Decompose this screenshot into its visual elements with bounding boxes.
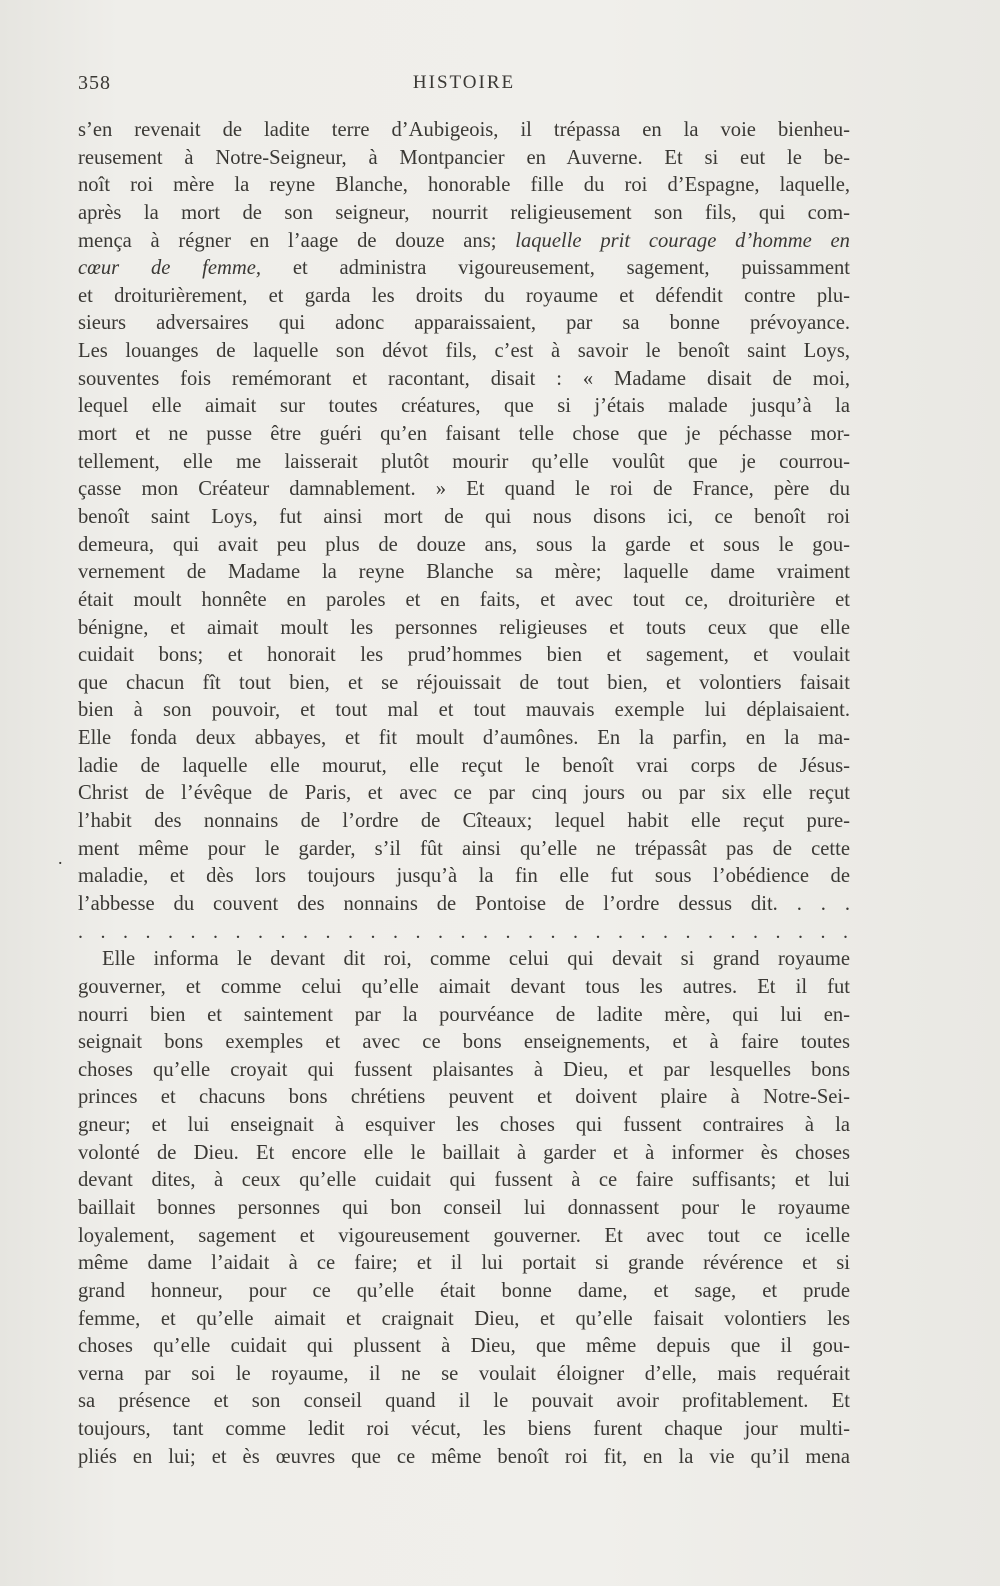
text-line [78,255,850,283]
italic-quote: cœur de femme, [78,257,262,280]
running-head: HISTOIRE [412,72,516,93]
text-line: vernement de Madame la reyne Blanche sa mère; laquelle dame vraiment [78,561,850,584]
text-line: verna par soi le royaume, il ne se voulait éloigner d’elle, mais requérait [78,1362,850,1385]
text-line: bénigne, et aimait moult les personnes religieuses et touts ceux que elle [78,616,850,639]
text-line: nourri bien et saintement par la pourvéance de ladite mère, qui lui en- [78,1003,850,1026]
ellipsis: . . . [796,892,850,915]
text-line: loyalement, sagement et vigoureusement gouverner. Et avec tout ce icelle [78,1224,850,1247]
text-line: Christ de l’évêque de Paris, et avec ce par cinq jours ou par six elle reçut [78,782,850,805]
text-line: et droiturièrement, et garda les droits du royaume et défendit contre plu- [78,284,850,307]
text-line: noît roi mère la reyne Blanche, honorable fille du roi d’Espagne, laquelle, [78,174,850,197]
italic-quote: laquelle prit courage d’homme en [515,229,850,252]
text-line: Elle fonda deux abbayes, et fit moult d’aumônes. En la parfin, en la ma- [78,727,850,750]
text-line: Elle informa le devant dit roi, comme celui qui devait si grand royaume [102,948,850,971]
body-text [78,117,850,1471]
text-line: cuidait bons; et honorait les prud’hommes bien et sagement, et voulait [78,644,850,667]
page-header [78,72,850,100]
text-line: que chacun fît tout bien, et se réjouissait de tout bien, et volontiers faisait [78,671,850,694]
text-line: s’en revenait de ladite terre d’Aubigeois, il trépassa en la voie bienheu- [78,119,850,141]
text-line: demeura, qui avait peu plus de douze ans, sous la garde et sous le gou- [78,533,850,556]
page-number: 358 [78,72,111,94]
text-line: maladie, et dès lors toujours jusqu’à la fin elle fut sous l’obédience de [78,865,850,888]
text-line: bien à son pouvoir, et tout mal et tout mauvais exemple lui déplaisaient. [78,699,850,722]
text-line: l’habit des nonnains de l’ordre de Cîteaux; lequel habit elle reçut pure- [78,810,850,833]
text-line: mort et ne pusse être guéri qu’en faisant telle chose que je péchasse mor- [78,423,850,446]
text-line: choses qu’elle cuidait qui plussent à Dieu, que même depuis que il gou- [78,1335,850,1358]
text-line: souventes fois remémorant et racontant, disait : « Madame disait de moi, [78,367,850,390]
text-line: lequel elle aimait sur toutes créatures, que si j’étais malade jusqu’à la [78,395,850,418]
text-line: sieurs adversaires qui adonc apparaissaient, par sa bonne prévoyance. [78,312,850,335]
text-line: Les louanges de laquelle son dévot fils, c’est à savoir le benoît saint Loys, [78,340,850,363]
text-line: ladie de laquelle elle mourut, elle reçut le benoît vrai corps de Jésus- [78,754,850,777]
text-line: ment même pour le garder, s’il fût ainsi qu’elle ne trépassât pas de cette [78,837,850,860]
text-line: gneur; et lui enseignait à esquiver les choses qui fussent contraires à la [78,1114,850,1137]
text-line: pliés en lui; et ès œuvres que ce même benoît roi fit, en la vie qu’il mena [78,1445,850,1468]
text-line: femme, et qu’elle aimait et craignait Dieu, et qu’elle faisait volontiers les [78,1307,850,1330]
text-segment: l’abbesse du couvent des nonnains de Pontoise de l’ordre dessus dit. [78,892,778,915]
text-line: gouverner, et comme celui qu’elle aimait devant tous les autres. Et il fut [78,975,850,998]
text-line: même dame l’aidait à ce faire; et il lui portait si grande révérence et si [78,1252,850,1275]
text-line: volonté de Dieu. Et encore elle le baillait à garder et à informer ès choses [78,1141,850,1164]
text-segment: mença à régner en l’aage de douze ans; [78,229,497,252]
text-line: grand honneur, pour ce qu’elle était bonne dame, et sage, et prude [78,1279,850,1302]
margin-mark: . [58,848,63,868]
text-line: sa présence et son conseil quand il le pouvait avoir profitablement. Et [78,1390,850,1413]
ellipsis-separator: . . . . . . . . . . . . . . . . . . . . . . . . . . . . . . . . . . . [78,920,850,943]
text-line: tellement, elle me laisserait plutôt mourir qu’elle voulût que je courrou- [78,450,850,473]
text-line: reusement à Notre-Seigneur, à Montpancier en Auverne. Et si eut le be- [78,146,850,169]
text-line: choses qu’elle croyait qui fussent plaisantes à Dieu, et par lesquelles bons [78,1058,850,1081]
text-line: devant dites, à ceux qu’elle cuidait qui fussent à ce faire suffisants; et lui [78,1169,850,1192]
text-line: était moult honnête en paroles et en faits, et avec tout ce, droiturière et [78,588,850,611]
text-segment: et administra vigoureusement, sagement, puissamment [292,257,850,280]
text-line: seignait bons exemples et avec ce bons enseignements, et à faire toutes [78,1031,850,1054]
text-line: baillait bonnes personnes qui bon conseil lui donnassent pour le royaume [78,1196,850,1219]
text-line: après la mort de son seigneur, nourrit religieusement son fils, qui com- [78,201,850,224]
text-line [78,891,850,919]
text-line [78,228,850,256]
text-line: benoît saint Loys, fut ainsi mort de qui nous disons ici, ce benoît roi [78,505,850,528]
text-line: princes et chacuns bons chrétiens peuvent et doivent plaire à Notre-Sei- [78,1086,850,1109]
text-line: çasse mon Créateur damnablement. » Et quand le roi de France, père du [78,478,850,501]
text-line: toujours, tant comme ledit roi vécut, les biens furent chaque jour multi- [78,1418,850,1441]
